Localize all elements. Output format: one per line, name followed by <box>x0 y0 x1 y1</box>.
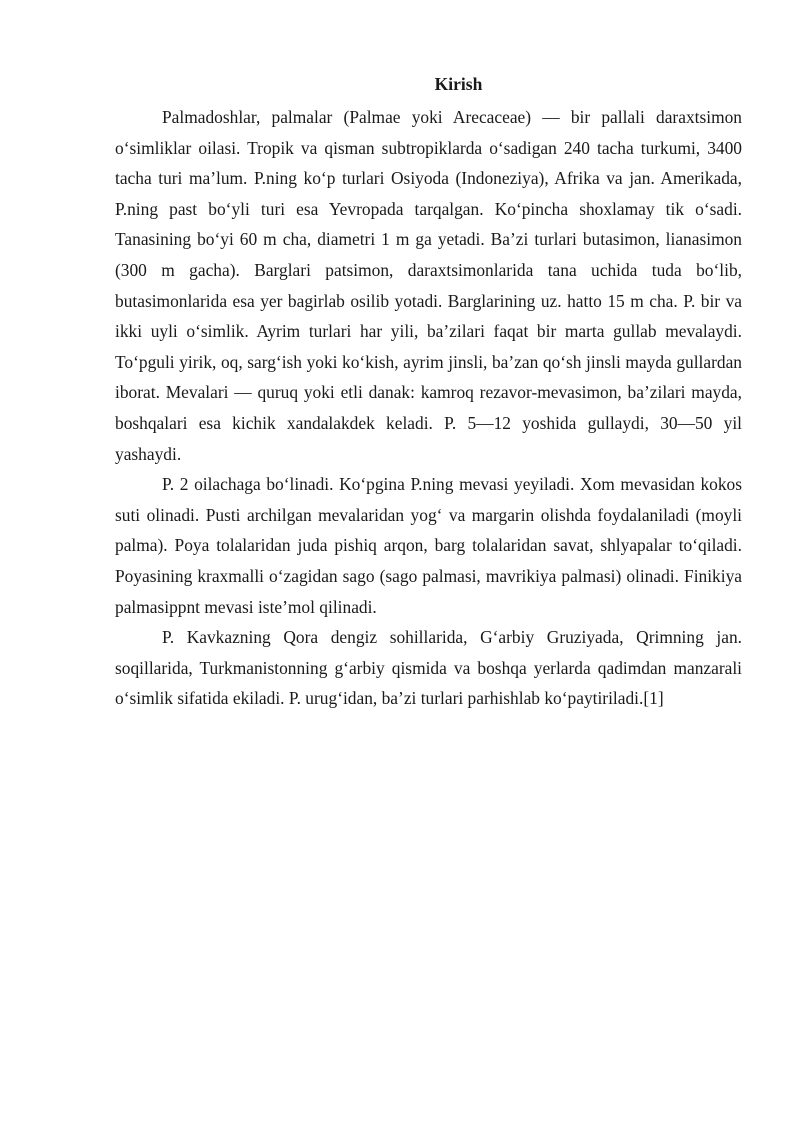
document-body <box>115 72 742 714</box>
paragraph-intro: Palmadoshlar, palmalar (Palmae yoki Arecaceae) — bir pallali daraxtsimon o‘simliklar oilasi. Tropik va qisman subtropiklarda o‘sadigan 240 tacha turkumi, 3400 tacha turi ma’lum. P.ning ko‘p turlari Osiyoda (Indoneziya), Afrika va jan. Amerikada, P.ning past bo‘yli turi esa Yevropada tarqalgan. Ko‘pincha shoxlamay tik o‘sadi. Tanasining bo‘yi 60 m cha, diametri 1 m ga yetadi. Ba’zi turlari butasimon, lianasimon (300 m gacha). Barglari patsimon, daraxtsimonlarida tana uchida tuda bo‘lib, butasimonlarida esa yer bagirlab osilib yotadi. Barglarining uz. hatto 15 m cha. P. bir va ikki uyli o‘simlik. Ayrim turlari har yili, ba’zilari faqat bir marta gullab mevalaydi. To‘pguli yirik, oq, sarg‘ish yoki ko‘kish, ayrim jinsli, ba’zan qo‘sh jinsli mayda gullardan iborat. Mevalari — quruq yoki etli danak: kamroq rezavor-mevasimon, ba’zilari mayda, boshqalari esa kichik xandalakdek keladi. P. 5—12 yoshida gullaydi, 30—50 yil yashaydi. <box>115 107 742 464</box>
page-title: Kirish <box>434 74 483 94</box>
paragraph-cultivation: P. Kavkazning Qora dengiz sohillarida, G‘arbiy Gruziyada, Qrimning jan. soqillarida, Turkmanistonning g‘arbiy qismida va boshqa yerlarda qadimdan manzarali o‘simlik sifatida ekiladi. P. urug‘idan, ba’zi turlari parhishlab ko‘paytiriladi.[1] <box>115 627 742 709</box>
paragraph-uses: P. 2 oilachaga bo‘linadi. Ko‘pgina P.ning mevasi yeyiladi. Xom mevasidan kokos suti olinadi. Pusti archilgan mevalaridan yog‘ va margarin olishda foydalaniladi (moyli palma). Poya tolalaridan juda pishiq arqon, barg tolalaridan savat, shlyapalar to‘qiladi. Poyasining kraxmalli o‘zagidan sago (sago palmasi, mavrikiya palmasi) olinadi. Finikiya palmasippnt mevasi iste’mol qilinadi. <box>115 474 742 617</box>
